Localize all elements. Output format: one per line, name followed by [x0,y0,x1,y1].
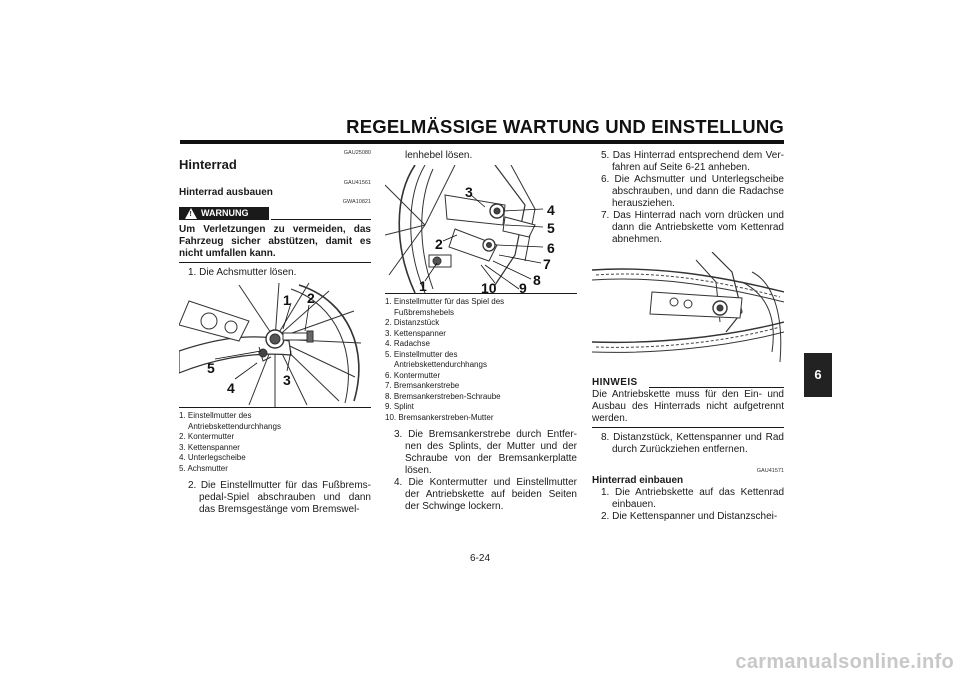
legend-item: 3. Kettenspanner [179,442,240,452]
callout-3: 3 [283,372,291,388]
title-rule [180,140,784,144]
step-1: 1. Die Achsmutter lösen. [188,267,297,278]
warning-label-text: WARNUNG [201,208,249,218]
figure-2-rule [385,293,577,294]
legend-item: 5. Einstellmutter des [385,349,458,359]
legend-item: 9. Splint [385,402,414,411]
note-bottom-rule [592,427,784,428]
callout-5: 5 [207,360,215,376]
figure-rear-axle [179,281,371,407]
callout-2: 2 [435,236,443,252]
warning-label [179,207,269,220]
note-text: Die Antriebskette muss für den Ein- und Ausbau des Hinterrads nicht aufgetrennt werden. [592,389,784,424]
step-7: 7. Das Hinterrad nach vorn drücken und dann die Antriebskette vom Kettenrad abnehmen. [601,210,784,245]
page-title: REGELMÄSSIGE WARTUNG UND EINSTELLUNG [346,116,784,137]
install-step-1: 1. Die Antriebskette auf das Kettenrad einbauen. [601,487,784,510]
warning-header [179,207,371,220]
legend-item: 4. Radachse [385,339,430,348]
legend-item: 5. Achsmutter [179,463,228,473]
callout-6: 6 [547,240,555,256]
figure-1-legend [179,411,371,474]
callout-4: 4 [547,202,555,218]
legend-item: Fußbremshebels [394,307,455,317]
callout-10: 10 [481,280,497,293]
legend-item: 7. Bremsankerstrebe [385,381,460,390]
step-5: 5. Das Hinterrad entsprechend dem Ver-fahren auf Seite 6-21 anheben. [601,150,784,173]
step-3: 3. Die Bremsankerstrebe durch Entfer-nen des Splints, der Mutter und der Schraube von der Bremsankerplatte lösen. [394,429,577,476]
figure-chain [592,252,784,370]
callout-9: 9 [519,280,527,293]
subsection-heading: Hinterrad ausbauen [179,187,273,198]
step-8: 8. Distanzstück, Kettenspanner und Rad durch Zurückziehen entfernen. [601,432,784,455]
warning-bottom-rule [179,262,371,263]
subsection-code: GAU41561 [343,180,371,186]
watermark: carmanualsonline.info [735,651,954,673]
legend-item: 10. Bremsankerstreben-Mutter [385,412,494,422]
step-6: 6. Die Achsmutter und Unterlegscheibe abschrauben, und dann die Radachse herausziehen. [601,174,784,209]
column-middle [385,150,577,513]
legend-item: 2. Kontermutter [179,432,235,441]
legend-item: 1. Einstellmutter des [179,411,252,420]
warning-code: GWA10821 [342,199,371,205]
install-step-2: 2. Die Kettenspanner und Distanzschei- [601,511,778,522]
step-2-continued: lenhebel lösen. [405,150,473,161]
note-rule [649,387,784,388]
callout-2: 2 [307,290,315,306]
legend-item: 1. Einstellmutter für das Spiel des [385,297,505,306]
callout-8: 8 [533,272,541,288]
callout-1: 1 [283,292,291,308]
legend-item: 6. Kontermutter [385,370,441,380]
callout-5: 5 [547,220,555,236]
figure-2-legend [385,297,577,423]
figure-1-rule [179,407,371,408]
callout-4: 4 [227,380,235,396]
warning-rule [271,219,371,220]
legend-item: 4. Unterlegscheibe [179,453,246,462]
figure-brake-rod [385,165,577,293]
callout-1: 1 [419,278,427,293]
note-label: HINWEIS [592,377,638,388]
chapter-tab: 6 [804,353,832,397]
column-right [592,150,784,523]
legend-item: 2. Distanzstück [385,318,440,327]
install-code: GAU41571 [756,468,784,474]
column-left [179,150,371,516]
note-header [592,376,784,388]
legend-item: Antriebskettendurchhangs [394,360,487,369]
step-4: 4. Die Kontermutter und Einstellmutter der Antriebskette auf beiden Seiten der Schwinge lockern. [394,477,577,512]
legend-item: 8. Bremsankerstreben-Schraube [385,391,501,401]
brake-rod-illustration [385,165,577,293]
legend-item: Antriebskettendurchhangs [188,421,281,431]
rear-axle-illustration [179,281,371,407]
section-heading: Hinterrad [179,157,237,172]
section-code: GAU25080 [343,150,371,156]
install-heading: Hinterrad einbauen [592,475,684,486]
warning-exclamation: ! [189,211,192,218]
step-2: 2. Die Einstellmutter für das Fußbrems-pedal-Spiel abschrauben und dann das Bremsgestänge vom Bremswel- [188,480,371,515]
callout-7: 7 [543,256,551,272]
warning-text: Um Verletzungen zu vermeiden, das Fahrzeug sicher abstützen, damit es nicht umfallen kann. [179,224,371,259]
callout-3: 3 [465,184,473,200]
legend-item: 3. Kettenspanner [385,328,446,338]
page-number: 6-24 [469,553,490,564]
chain-sprocket-illustration [592,252,784,370]
